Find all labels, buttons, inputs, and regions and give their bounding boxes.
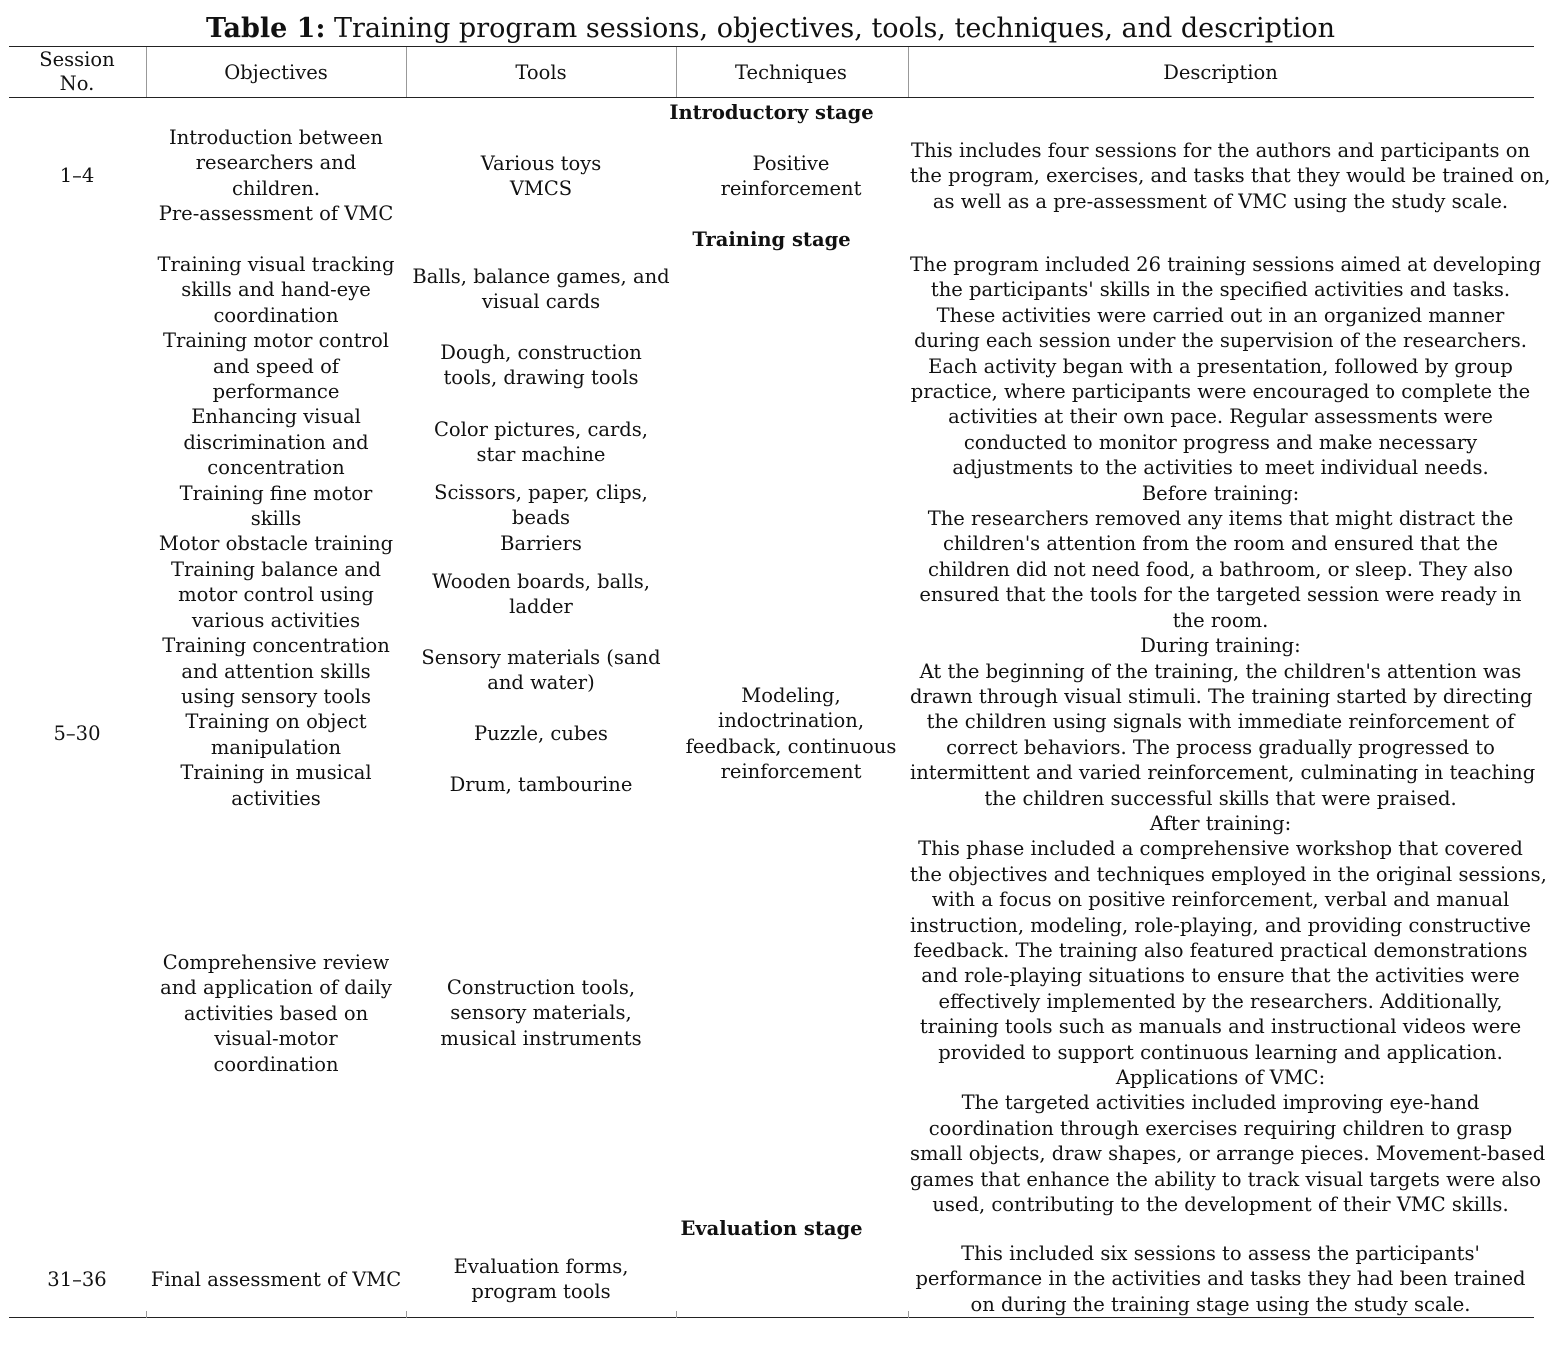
text-line: The program included 26 training sessions aimed at developing [910, 253, 1542, 276]
intro-session: 1–4 [59, 164, 95, 187]
text-line: Color pictures, cards, [433, 418, 648, 441]
text-line: practice, where participants were encouraged to complete the [910, 380, 1531, 404]
evaluation-objectives: Final assessment of VMC [150, 1268, 402, 1291]
text-line: Evaluation forms, [453, 1255, 629, 1278]
intro-description [910, 138, 1551, 214]
text-line: ensured that the tools for the targeted session were ready in [919, 583, 1522, 607]
text-line: activities at their own pace. Regular assessments were [948, 405, 1493, 429]
text-line: Balls, balance games, and [412, 265, 670, 288]
text-line: VMCS [509, 177, 573, 201]
text-line: various activities [191, 608, 361, 632]
stage-training: Training stage [692, 228, 851, 251]
text-line: beads [511, 506, 571, 530]
intro-objectives [148, 125, 404, 227]
text-line: reinforcement [720, 177, 862, 201]
header-divider-4 [908, 47, 909, 97]
text-line: feedback. The training also featured practical demonstrations [913, 938, 1528, 962]
text-line: Scissors, paper, clips, [434, 481, 648, 504]
text-line: Sensory materials (sand [421, 646, 661, 669]
text-line: correct behaviors. The process gradually progressed to [946, 735, 1495, 759]
text-line: and role-playing situations to ensure that the activities were [921, 964, 1520, 988]
text-line: conducted to monitor progress and make necessary [963, 430, 1478, 454]
text-line: with a focus on positive reinforcement, verbal and manual [931, 888, 1510, 912]
text-line: effectively implemented by the researchers. Additionally, [938, 989, 1503, 1013]
text-line: Positive [752, 152, 830, 175]
text-line: performance in the activities and tasks they had been trained [915, 1267, 1526, 1291]
text-line: activities based on [183, 1001, 369, 1025]
text-line: sensory materials, [450, 1001, 632, 1025]
text-line: performance [212, 380, 340, 404]
text-line: The targeted activities included improving eye-hand [961, 1091, 1480, 1115]
text-line: reinforcement [720, 760, 862, 784]
text-line: After training: [1149, 811, 1292, 835]
header-tools: Tools [515, 61, 567, 84]
text-line: intermittent and varied reinforcement, culminating in teaching [910, 761, 1536, 785]
text-line: adjustments to the activities to meet individual needs. [952, 456, 1489, 480]
header-session [12, 48, 142, 96]
header-session-line: Session [39, 48, 115, 71]
training-tools-6 [408, 645, 674, 696]
text-line: skills [250, 507, 302, 531]
text-line: Barriers [500, 531, 582, 555]
text-line: the objectives and techniques employed in the original sessions, [910, 862, 1547, 886]
header-techniques: Techniques [735, 61, 847, 84]
intro-techniques [678, 151, 904, 202]
header-session-line: No. [59, 72, 95, 95]
text-line: During training: [1140, 634, 1301, 658]
text-line: visual cards [481, 290, 601, 314]
header-divider-1 [146, 47, 147, 97]
footer-divider-2 [406, 1311, 407, 1318]
text-line: drawn through visual stimuli. The training started by directing [910, 684, 1533, 708]
text-line: visual-motor [214, 1027, 338, 1051]
text-line: The researchers removed any items that might distract the [927, 507, 1514, 531]
text-line: These activities were carried out in an organized manner [936, 303, 1505, 327]
text-line: Introduction between [169, 126, 383, 149]
text-line: on during the training stage using the study scale. [970, 1292, 1471, 1316]
text-line: This phase included a comprehensive workshop that covered [918, 837, 1523, 861]
text-line: program tools [471, 1280, 611, 1304]
training-session: 5–30 [53, 722, 101, 745]
text-line: Training balance and [170, 557, 382, 581]
text-line: Dough, construction [440, 341, 642, 364]
training-tools-5 [408, 569, 674, 620]
text-line: Training motor control [163, 329, 389, 353]
text-line: motor control using [178, 583, 374, 607]
table-title [0, 12, 1541, 46]
text-line: star machine [476, 443, 606, 467]
text-line: Training fine motor [179, 481, 373, 505]
top-rule [9, 46, 1534, 47]
training-tools-7: Puzzle, cubes [474, 722, 608, 745]
text-line: during each session under the supervision of the researchers. [914, 329, 1527, 353]
training-objective-review [148, 950, 404, 1077]
footer-divider-4 [908, 1311, 909, 1318]
training-tools-2 [408, 340, 674, 391]
evaluation-session: 31–36 [47, 1268, 107, 1291]
text-line: Wooden boards, balls, [432, 570, 650, 593]
text-line: manipulation [210, 735, 342, 759]
footer-divider-1 [146, 1311, 147, 1318]
text-line: Applications of VMC: [1115, 1066, 1326, 1089]
evaluation-tools [408, 1254, 674, 1305]
training-description [910, 252, 1547, 1217]
text-line: coordination [213, 303, 339, 327]
footer-divider-3 [676, 1311, 677, 1318]
text-line: activities [231, 786, 321, 810]
training-tools-8: Drum, tambourine [449, 773, 633, 796]
text-line: Training on object [185, 710, 367, 734]
text-line: the children using signals with immediate reinforcement of [926, 710, 1515, 734]
text-line: Training concentration [162, 634, 390, 658]
stage-introductory: Introductory stage [669, 101, 874, 124]
text-line: games that enhance the ability to track visual targets were also [910, 1167, 1542, 1191]
table-title-text: Training program sessions, objectives, tools, techniques, and description [325, 13, 1336, 44]
text-line: researchers and [195, 151, 357, 175]
training-tools-3 [408, 417, 674, 468]
text-line: musical instruments [440, 1026, 642, 1050]
text-line: training tools such as manuals and instructional videos were [919, 1015, 1522, 1039]
header-rule [9, 97, 1534, 98]
header-description: Description [1163, 61, 1278, 84]
text-line: skills and hand-eye [181, 278, 371, 302]
text-line: children. [231, 176, 321, 200]
text-line: ladder [509, 595, 573, 619]
text-line: and application of daily [160, 976, 392, 1000]
training-techniques [678, 683, 904, 785]
training-tools-1 [408, 264, 674, 315]
text-line: tools, drawing tools [443, 366, 639, 390]
text-line: and water) [487, 671, 595, 695]
text-line: Construction tools, [446, 976, 636, 999]
intro-tools [408, 151, 674, 202]
text-line: provided to support continuous learning and application. [938, 1040, 1503, 1064]
text-line: This includes four sessions for the authors and participants on [910, 139, 1531, 162]
text-line: indoctrination, [717, 709, 865, 733]
text-line: the program, exercises, and tasks that they would be trained on, [910, 164, 1551, 188]
text-line: discrimination and [183, 430, 369, 454]
text-line: instruction, modeling, role-playing, and providing constructive [910, 913, 1531, 937]
text-line: coordination [213, 1052, 339, 1076]
text-line: This included six sessions to assess the participants' [961, 1242, 1480, 1265]
text-line: small objects, draw shapes, or arrange pieces. Movement-based [910, 1142, 1546, 1166]
text-line: Training in musical [180, 761, 372, 785]
text-line: Various toys [480, 152, 602, 175]
text-line: and speed of [212, 354, 340, 378]
text-line: the room. [1172, 608, 1269, 632]
text-line: Training visual tracking [157, 253, 395, 276]
text-line: children did not need food, a bathroom, or sleep. They also [927, 557, 1514, 581]
text-line: Before training: [1141, 481, 1300, 505]
text-line: feedback, continuous [685, 734, 897, 758]
header-divider-2 [406, 47, 407, 97]
text-line: Motor obstacle training [158, 532, 394, 556]
text-line: Enhancing visual [191, 405, 361, 429]
text-line: concentration [207, 456, 345, 480]
text-line: Each activity began with a presentation, followed by group [928, 354, 1513, 378]
header-divider-3 [676, 47, 677, 97]
text-line: Modeling, [741, 684, 841, 707]
stage-evaluation: Evaluation stage [680, 1217, 863, 1240]
training-objective [148, 252, 404, 811]
text-line: used, contributing to the development of their VMC skills. [932, 1193, 1509, 1217]
text-line: using sensory tools [181, 684, 371, 708]
text-line: children's attention from the room and ensured that the [942, 532, 1499, 556]
training-tools-4 [408, 480, 674, 556]
header-objectives: Objectives [224, 61, 328, 84]
text-line: the children successful skills that were praised. [984, 786, 1457, 810]
evaluation-description [910, 1241, 1531, 1317]
text-line: as well as a pre-assessment of VMC using the study scale. [932, 189, 1509, 213]
training-tools-9 [408, 975, 674, 1051]
text-line: and attention skills [181, 659, 371, 683]
text-line: At the beginning of the training, the children's attention was [919, 659, 1522, 683]
text-line: the participants' skills in the specified activities and tasks. [930, 278, 1511, 302]
text-line: Pre-assessment of VMC [158, 202, 394, 226]
text-line: coordination through exercises requiring children to grasp [928, 1116, 1513, 1140]
table-title-label: Table 1: [205, 13, 326, 44]
text-line: Comprehensive review [162, 951, 390, 974]
